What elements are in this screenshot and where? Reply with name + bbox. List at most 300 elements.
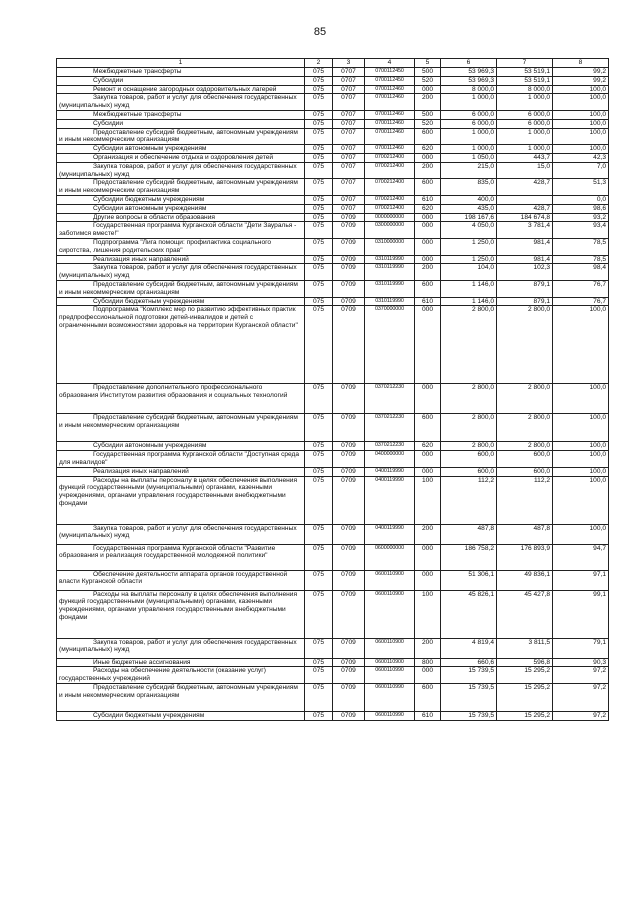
table-row bbox=[57, 524, 609, 544]
row-planned-amount: 104,0 bbox=[441, 264, 497, 281]
row-expense-type: 200 bbox=[415, 524, 441, 544]
row-percent: 100,0 bbox=[553, 306, 609, 384]
row-name: Закупка товаров, работ и услуг для обеспечения государственных (муниципальных) нужд bbox=[57, 264, 305, 281]
row-expense-type: 000 bbox=[415, 451, 441, 468]
row-executed-amount: 487,8 bbox=[497, 524, 553, 544]
row-gov-code: 075 bbox=[305, 414, 333, 442]
row-target-code: 0700112460 bbox=[365, 128, 415, 145]
row-executed-amount: 428,7 bbox=[497, 179, 553, 196]
row-executed-amount: 15 295,2 bbox=[497, 683, 553, 711]
row-percent: 100,0 bbox=[553, 128, 609, 145]
row-planned-amount: 198 167,6 bbox=[441, 213, 497, 222]
row-planned-amount: 4 050,0 bbox=[441, 222, 497, 239]
table-row bbox=[57, 264, 609, 281]
row-gov-code: 075 bbox=[305, 667, 333, 684]
row-target-code: 0700212400 bbox=[365, 162, 415, 179]
row-expense-type: 600 bbox=[415, 280, 441, 297]
row-executed-amount: 600,0 bbox=[497, 451, 553, 468]
row-gov-code: 075 bbox=[305, 570, 333, 590]
row-name: Другие вопросы в области образования bbox=[57, 213, 305, 222]
row-planned-amount: 53 969,3 bbox=[441, 76, 497, 85]
row-name: Предоставление субсидий бюджетным, автономным учреждениям и иным некоммерческим организациям bbox=[57, 414, 305, 442]
row-name: Субсидии автономным учреждениям bbox=[57, 442, 305, 451]
row-target-code: 0600110900 bbox=[365, 638, 415, 658]
row-gov-code: 075 bbox=[305, 128, 333, 145]
row-executed-amount: 112,2 bbox=[497, 476, 553, 524]
table-row bbox=[57, 297, 609, 306]
row-percent: 100,0 bbox=[553, 85, 609, 94]
row-expense-type: 500 bbox=[415, 110, 441, 119]
row-gov-code: 075 bbox=[305, 85, 333, 94]
row-percent: 100,0 bbox=[553, 524, 609, 544]
row-planned-amount: 600,0 bbox=[441, 451, 497, 468]
row-name: Ремонт и оснащение загородных оздоровительных лагерей bbox=[57, 85, 305, 94]
row-planned-amount: 2 800,0 bbox=[441, 384, 497, 414]
row-name: Субсидии bbox=[57, 119, 305, 128]
row-percent: 97,2 bbox=[553, 667, 609, 684]
row-target-code: 0400119990 bbox=[365, 476, 415, 524]
row-executed-amount: 3 781,4 bbox=[497, 222, 553, 239]
row-target-code: 0600000000 bbox=[365, 544, 415, 570]
table-row bbox=[57, 128, 609, 145]
row-expense-type: 620 bbox=[415, 145, 441, 154]
row-section-code: 0709 bbox=[333, 467, 365, 476]
row-section-code: 0709 bbox=[333, 255, 365, 264]
row-target-code: 0600110990 bbox=[365, 667, 415, 684]
row-expense-type: 000 bbox=[415, 255, 441, 264]
row-planned-amount: 1 146,0 bbox=[441, 280, 497, 297]
row-percent: 42,3 bbox=[553, 153, 609, 162]
row-name: Государственная программа Курганской области "Дети Зауралья - заботимся вместе!" bbox=[57, 222, 305, 239]
row-executed-amount: 53 519,1 bbox=[497, 68, 553, 77]
table-row bbox=[57, 255, 609, 264]
row-expense-type: 000 bbox=[415, 238, 441, 255]
row-target-code: 0700112460 bbox=[365, 85, 415, 94]
row-executed-amount: 15,0 bbox=[497, 162, 553, 179]
row-name: Реализация иных направлений bbox=[57, 467, 305, 476]
table-row bbox=[57, 94, 609, 111]
row-target-code: 0310119990 bbox=[365, 280, 415, 297]
row-section-code: 0709 bbox=[333, 711, 365, 720]
row-executed-amount: 6 000,0 bbox=[497, 110, 553, 119]
row-expense-type: 610 bbox=[415, 297, 441, 306]
row-executed-amount: 2 800,0 bbox=[497, 414, 553, 442]
row-executed-amount: 53 519,1 bbox=[497, 76, 553, 85]
row-percent: 7,0 bbox=[553, 162, 609, 179]
header-cell: 6 bbox=[441, 59, 497, 68]
row-name: Подпрограмма "Лига помощи: профилактика социального сиротства, лишения родительских прав" bbox=[57, 238, 305, 255]
row-name: Субсидии бюджетным учреждениям bbox=[57, 195, 305, 204]
row-section-code: 0707 bbox=[333, 85, 365, 94]
table-row bbox=[57, 195, 609, 204]
row-gov-code: 075 bbox=[305, 638, 333, 658]
row-percent: 76,7 bbox=[553, 280, 609, 297]
row-section-code: 0709 bbox=[333, 213, 365, 222]
table-row bbox=[57, 162, 609, 179]
row-target-code: 0400119990 bbox=[365, 467, 415, 476]
row-percent: 0,0 bbox=[553, 195, 609, 204]
row-name: Иные бюджетные ассигнования bbox=[57, 658, 305, 667]
row-target-code: 0700212400 bbox=[365, 195, 415, 204]
table-row bbox=[57, 590, 609, 638]
row-expense-type: 000 bbox=[415, 544, 441, 570]
row-target-code: 0700112460 bbox=[365, 110, 415, 119]
row-executed-amount: 1 000,0 bbox=[497, 128, 553, 145]
row-target-code: 0370000000 bbox=[365, 306, 415, 384]
row-planned-amount: 1 000,0 bbox=[441, 145, 497, 154]
row-name: Обеспечение деятельности аппарата органов государственной власти Курганской области bbox=[57, 570, 305, 590]
row-section-code: 0709 bbox=[333, 280, 365, 297]
row-percent: 98,4 bbox=[553, 264, 609, 281]
row-expense-type: 800 bbox=[415, 658, 441, 667]
row-target-code: 0310119990 bbox=[365, 264, 415, 281]
row-name: Закупка товаров, работ и услуг для обеспечения государственных (муниципальных) нужд bbox=[57, 94, 305, 111]
row-expense-type: 000 bbox=[415, 306, 441, 384]
row-name: Расходы на обеспечение деятельности (оказание услуг) государственных учреждений bbox=[57, 667, 305, 684]
row-planned-amount: 15 739,5 bbox=[441, 667, 497, 684]
row-planned-amount: 6 000,0 bbox=[441, 110, 497, 119]
row-target-code: 0600110900 bbox=[365, 658, 415, 667]
row-gov-code: 075 bbox=[305, 94, 333, 111]
row-percent: 79,1 bbox=[553, 638, 609, 658]
row-name: Межбюджетные трансферты bbox=[57, 68, 305, 77]
row-expense-type: 000 bbox=[415, 467, 441, 476]
row-expense-type: 100 bbox=[415, 590, 441, 638]
row-executed-amount: 15 295,2 bbox=[497, 711, 553, 720]
row-expense-type: 000 bbox=[415, 85, 441, 94]
header-cell: 7 bbox=[497, 59, 553, 68]
row-planned-amount: 2 800,0 bbox=[441, 414, 497, 442]
row-expense-type: 600 bbox=[415, 128, 441, 145]
row-gov-code: 075 bbox=[305, 204, 333, 213]
row-section-code: 0707 bbox=[333, 162, 365, 179]
table-row bbox=[57, 238, 609, 255]
row-section-code: 0709 bbox=[333, 442, 365, 451]
row-executed-amount: 1 000,0 bbox=[497, 94, 553, 111]
row-target-code: 0000000000 bbox=[365, 213, 415, 222]
row-planned-amount: 1 250,0 bbox=[441, 255, 497, 264]
table-row bbox=[57, 145, 609, 154]
row-planned-amount: 2 800,0 bbox=[441, 442, 497, 451]
header-cell: 5 bbox=[415, 59, 441, 68]
row-percent: 97,2 bbox=[553, 683, 609, 711]
row-planned-amount: 186 758,2 bbox=[441, 544, 497, 570]
row-planned-amount: 435,0 bbox=[441, 204, 497, 213]
row-executed-amount: 176 893,9 bbox=[497, 544, 553, 570]
page-number: 85 bbox=[313, 26, 327, 38]
row-planned-amount: 1 050,0 bbox=[441, 153, 497, 162]
table-row bbox=[57, 658, 609, 667]
row-expense-type: 000 bbox=[415, 222, 441, 239]
row-planned-amount: 6 000,0 bbox=[441, 119, 497, 128]
row-section-code: 0709 bbox=[333, 658, 365, 667]
row-expense-type: 600 bbox=[415, 179, 441, 196]
row-section-code: 0709 bbox=[333, 524, 365, 544]
row-expense-type: 620 bbox=[415, 442, 441, 451]
row-executed-amount: 2 800,0 bbox=[497, 306, 553, 384]
row-gov-code: 075 bbox=[305, 280, 333, 297]
row-section-code: 0709 bbox=[333, 544, 365, 570]
row-percent: 93,4 bbox=[553, 222, 609, 239]
row-planned-amount: 15 739,5 bbox=[441, 711, 497, 720]
row-percent: 99,2 bbox=[553, 68, 609, 77]
row-name: Закупка товаров, работ и услуг для обеспечения государственных (муниципальных) нужд bbox=[57, 162, 305, 179]
table-row bbox=[57, 119, 609, 128]
row-target-code: 0300000000 bbox=[365, 222, 415, 239]
row-target-code: 0700112460 bbox=[365, 145, 415, 154]
row-target-code: 0700112450 bbox=[365, 76, 415, 85]
row-planned-amount: 45 826,1 bbox=[441, 590, 497, 638]
row-section-code: 0707 bbox=[333, 119, 365, 128]
row-planned-amount: 8 000,0 bbox=[441, 85, 497, 94]
row-target-code: 0700212400 bbox=[365, 204, 415, 213]
row-expense-type: 100 bbox=[415, 476, 441, 524]
row-name: Субсидии бюджетным учреждениям bbox=[57, 711, 305, 720]
row-name: Организация и обеспечение отдыха и оздоровления детей bbox=[57, 153, 305, 162]
row-section-code: 0709 bbox=[333, 451, 365, 468]
row-executed-amount: 981,4 bbox=[497, 238, 553, 255]
row-planned-amount: 51 306,1 bbox=[441, 570, 497, 590]
table-row bbox=[57, 222, 609, 239]
row-expense-type: 200 bbox=[415, 638, 441, 658]
row-section-code: 0707 bbox=[333, 153, 365, 162]
row-planned-amount: 400,0 bbox=[441, 195, 497, 204]
row-name: Межбюджетные трансферты bbox=[57, 110, 305, 119]
row-target-code: 0600110990 bbox=[365, 683, 415, 711]
row-section-code: 0709 bbox=[333, 414, 365, 442]
row-gov-code: 075 bbox=[305, 238, 333, 255]
table-row bbox=[57, 638, 609, 658]
row-planned-amount: 487,8 bbox=[441, 524, 497, 544]
row-name: Расходы на выплаты персоналу в целях обеспечения выполнения функций государственными (муниципальными) органами, казенными учреждениями, органами управления государственными внебюджетными фондами bbox=[57, 590, 305, 638]
row-section-code: 0709 bbox=[333, 306, 365, 384]
row-executed-amount: 8 000,0 bbox=[497, 85, 553, 94]
row-planned-amount: 53 969,3 bbox=[441, 68, 497, 77]
row-percent: 99,1 bbox=[553, 590, 609, 638]
header-cell: 8 bbox=[553, 59, 609, 68]
row-name: Государственная программа Курганской области "Развитие образования и реализация государственной молодежной политики" bbox=[57, 544, 305, 570]
table-row bbox=[57, 683, 609, 711]
row-expense-type: 200 bbox=[415, 94, 441, 111]
row-executed-amount: 184 674,8 bbox=[497, 213, 553, 222]
row-gov-code: 075 bbox=[305, 711, 333, 720]
header-cell: 2 bbox=[305, 59, 333, 68]
row-percent: 100,0 bbox=[553, 384, 609, 414]
row-executed-amount: 879,1 bbox=[497, 280, 553, 297]
row-percent: 90,3 bbox=[553, 658, 609, 667]
row-section-code: 0709 bbox=[333, 222, 365, 239]
row-expense-type: 000 bbox=[415, 667, 441, 684]
row-gov-code: 075 bbox=[305, 306, 333, 384]
row-gov-code: 075 bbox=[305, 658, 333, 667]
row-executed-amount: 443,7 bbox=[497, 153, 553, 162]
header-cell: 1 bbox=[57, 59, 305, 68]
row-section-code: 0709 bbox=[333, 476, 365, 524]
row-percent: 100,0 bbox=[553, 476, 609, 524]
row-gov-code: 075 bbox=[305, 119, 333, 128]
row-gov-code: 075 bbox=[305, 179, 333, 196]
table-row bbox=[57, 544, 609, 570]
table-row bbox=[57, 110, 609, 119]
row-gov-code: 075 bbox=[305, 590, 333, 638]
row-planned-amount: 112,2 bbox=[441, 476, 497, 524]
row-percent: 78,5 bbox=[553, 238, 609, 255]
row-expense-type: 520 bbox=[415, 76, 441, 85]
row-target-code: 0370212230 bbox=[365, 384, 415, 414]
row-percent: 94,7 bbox=[553, 544, 609, 570]
row-expense-type: 600 bbox=[415, 683, 441, 711]
row-section-code: 0709 bbox=[333, 297, 365, 306]
header-cell: 3 bbox=[333, 59, 365, 68]
row-section-code: 0709 bbox=[333, 570, 365, 590]
row-gov-code: 075 bbox=[305, 467, 333, 476]
row-section-code: 0707 bbox=[333, 76, 365, 85]
table-row bbox=[57, 85, 609, 94]
row-name: Закупка товаров, работ и услуг для обеспечения государственных (муниципальных) нужд bbox=[57, 524, 305, 544]
row-executed-amount bbox=[497, 195, 553, 204]
row-executed-amount: 15 295,2 bbox=[497, 667, 553, 684]
row-percent: 98,6 bbox=[553, 204, 609, 213]
row-section-code: 0707 bbox=[333, 128, 365, 145]
row-percent: 97,2 bbox=[553, 711, 609, 720]
row-name: Закупка товаров, работ и услуг для обеспечения государственных (муниципальных) нужд bbox=[57, 638, 305, 658]
row-percent: 51,3 bbox=[553, 179, 609, 196]
row-percent: 99,2 bbox=[553, 76, 609, 85]
row-expense-type: 500 bbox=[415, 68, 441, 77]
row-percent: 100,0 bbox=[553, 467, 609, 476]
row-executed-amount: 600,0 bbox=[497, 467, 553, 476]
row-planned-amount: 215,0 bbox=[441, 162, 497, 179]
row-name: Государственная программа Курганской области "Доступная среда для инвалидов" bbox=[57, 451, 305, 468]
row-executed-amount: 428,7 bbox=[497, 204, 553, 213]
table-row bbox=[57, 451, 609, 468]
row-gov-code: 075 bbox=[305, 255, 333, 264]
row-target-code: 0700112450 bbox=[365, 68, 415, 77]
table-row bbox=[57, 570, 609, 590]
row-gov-code: 075 bbox=[305, 544, 333, 570]
row-target-code: 0370212230 bbox=[365, 414, 415, 442]
row-planned-amount: 4 819,4 bbox=[441, 638, 497, 658]
row-percent: 78,5 bbox=[553, 255, 609, 264]
table-row bbox=[57, 76, 609, 85]
row-executed-amount: 981,4 bbox=[497, 255, 553, 264]
row-gov-code: 075 bbox=[305, 145, 333, 154]
row-expense-type: 610 bbox=[415, 711, 441, 720]
row-planned-amount: 835,0 bbox=[441, 179, 497, 196]
row-section-code: 0707 bbox=[333, 179, 365, 196]
row-planned-amount: 2 800,0 bbox=[441, 306, 497, 384]
row-executed-amount: 1 000,0 bbox=[497, 145, 553, 154]
row-section-code: 0709 bbox=[333, 590, 365, 638]
row-name: Предоставление субсидий бюджетным, автономным учреждениям и иным некоммерческим организациям bbox=[57, 128, 305, 145]
row-expense-type: 000 bbox=[415, 384, 441, 414]
row-percent: 100,0 bbox=[553, 119, 609, 128]
row-gov-code: 075 bbox=[305, 524, 333, 544]
row-target-code: 0370212230 bbox=[365, 442, 415, 451]
row-planned-amount: 15 739,5 bbox=[441, 683, 497, 711]
row-gov-code: 075 bbox=[305, 195, 333, 204]
table-row bbox=[57, 442, 609, 451]
row-section-code: 0707 bbox=[333, 204, 365, 213]
row-expense-type: 000 bbox=[415, 570, 441, 590]
row-target-code: 0700112460 bbox=[365, 94, 415, 111]
table-row bbox=[57, 179, 609, 196]
row-name: Расходы на выплаты персоналу в целях обеспечения выполнения функций государственными (муниципальными) органами, казенными учреждениями, органами управления государственными внебюджетными фондами bbox=[57, 476, 305, 524]
row-target-code: 0400000000 bbox=[365, 451, 415, 468]
table-row bbox=[57, 213, 609, 222]
header-row bbox=[57, 59, 609, 68]
row-section-code: 0709 bbox=[333, 264, 365, 281]
row-planned-amount: 660,6 bbox=[441, 658, 497, 667]
row-target-code: 0600110900 bbox=[365, 590, 415, 638]
row-expense-type: 600 bbox=[415, 414, 441, 442]
row-percent: 76,7 bbox=[553, 297, 609, 306]
table-row bbox=[57, 476, 609, 524]
row-section-code: 0707 bbox=[333, 68, 365, 77]
row-target-code: 0700112460 bbox=[365, 119, 415, 128]
row-section-code: 0707 bbox=[333, 145, 365, 154]
row-gov-code: 075 bbox=[305, 222, 333, 239]
budget-table bbox=[56, 58, 609, 721]
table-row bbox=[57, 667, 609, 684]
row-executed-amount: 45 427,8 bbox=[497, 590, 553, 638]
row-executed-amount: 102,3 bbox=[497, 264, 553, 281]
row-expense-type: 200 bbox=[415, 162, 441, 179]
row-executed-amount: 3 811,5 bbox=[497, 638, 553, 658]
header-cell: 4 bbox=[365, 59, 415, 68]
table-row bbox=[57, 204, 609, 213]
row-target-code: 0310000000 bbox=[365, 238, 415, 255]
row-expense-type: 000 bbox=[415, 153, 441, 162]
row-name: Предоставление субсидий бюджетным, автономным учреждениям и иным некоммерческим организациям bbox=[57, 683, 305, 711]
table-row bbox=[57, 467, 609, 476]
row-executed-amount: 2 800,0 bbox=[497, 384, 553, 414]
row-gov-code: 075 bbox=[305, 476, 333, 524]
row-target-code: 0310119990 bbox=[365, 297, 415, 306]
row-gov-code: 075 bbox=[305, 264, 333, 281]
table-row bbox=[57, 711, 609, 720]
table-row bbox=[57, 384, 609, 414]
row-expense-type: 610 bbox=[415, 195, 441, 204]
table-row bbox=[57, 68, 609, 77]
row-expense-type: 000 bbox=[415, 213, 441, 222]
row-percent: 100,0 bbox=[553, 94, 609, 111]
row-target-code: 0700212400 bbox=[365, 179, 415, 196]
row-section-code: 0709 bbox=[333, 384, 365, 414]
row-executed-amount: 6 000,0 bbox=[497, 119, 553, 128]
row-gov-code: 075 bbox=[305, 442, 333, 451]
row-gov-code: 075 bbox=[305, 451, 333, 468]
row-name: Предоставление субсидий бюджетным, автономным учреждениям и иным некоммерческим организациям bbox=[57, 179, 305, 196]
row-planned-amount: 1 250,0 bbox=[441, 238, 497, 255]
row-expense-type: 620 bbox=[415, 204, 441, 213]
row-name: Реализация иных направлений bbox=[57, 255, 305, 264]
row-gov-code: 075 bbox=[305, 384, 333, 414]
row-gov-code: 075 bbox=[305, 68, 333, 77]
row-name: Субсидии бюджетным учреждениям bbox=[57, 297, 305, 306]
row-gov-code: 075 bbox=[305, 153, 333, 162]
row-name: Субсидии автономным учреждениям bbox=[57, 145, 305, 154]
row-percent: 100,0 bbox=[553, 414, 609, 442]
row-name: Субсидии bbox=[57, 76, 305, 85]
row-target-code: 0310119990 bbox=[365, 255, 415, 264]
table-row bbox=[57, 306, 609, 384]
row-section-code: 0707 bbox=[333, 195, 365, 204]
row-name: Предоставление дополнительного профессионального образования Институтом развития образования и социальных технологий bbox=[57, 384, 305, 414]
row-percent: 100,0 bbox=[553, 442, 609, 451]
row-name: Подпрограмма "Комплекс мер по развитию эффективных практик предпрофессиональной подготовки детей-инвалидов и детей с ограниченными возможностями здоровья на территории Курганской области" bbox=[57, 306, 305, 384]
row-name: Предоставление субсидий бюджетным, автономным учреждениям и иным некоммерческим организациям bbox=[57, 280, 305, 297]
